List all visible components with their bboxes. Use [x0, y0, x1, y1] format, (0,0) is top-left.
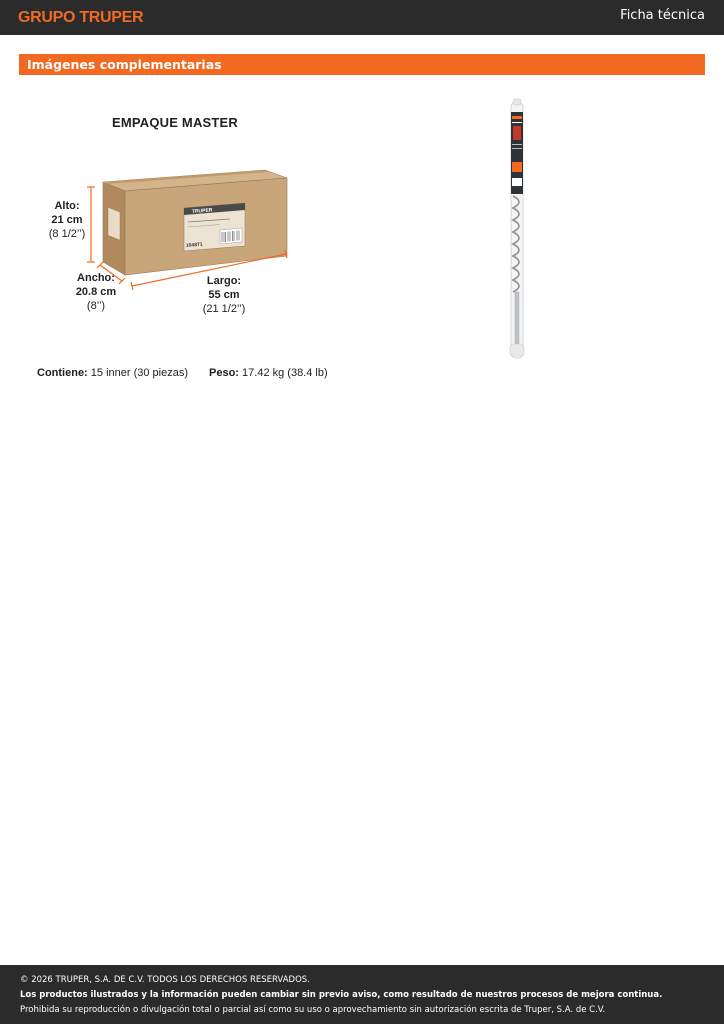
- auger-bit-shank: [515, 292, 519, 344]
- alto-imperial: (8 1/2’’): [48, 227, 86, 240]
- footer-copyright: © 2026 TRUPER, S.A. DE C.V. TODOS LOS DERECHOS RESERVADOS.: [20, 975, 310, 985]
- contents-label: Contiene:: [37, 367, 88, 379]
- box-front-label: [184, 203, 245, 251]
- footer: [0, 965, 724, 1024]
- weight-value: 17.42 kg (38.4 lb): [242, 367, 328, 379]
- product-image: [502, 98, 532, 363]
- largo-metric: 55 cm: [208, 288, 240, 301]
- tube-hang-tab: [513, 99, 521, 105]
- weight-label: Peso:: [209, 367, 239, 379]
- ancho-label: Ancho:: [77, 272, 115, 284]
- brand-logo: GRUPO TRUPER: [18, 9, 144, 26]
- contents-value: 15 inner (30 piezas): [90, 367, 189, 379]
- master-box-illustration: [80, 160, 300, 295]
- packaging-title: EMPAQUE MASTER: [111, 115, 239, 130]
- ancho-metric: 20.8 cm: [75, 285, 117, 298]
- tube-end-cap: [510, 344, 524, 356]
- footer-prohibition: Prohibida su reproducción o divulgación total o parcial así como su uso o aprovechamiento sin autorización escrita de Truper, S.A. de C.V.: [20, 1005, 606, 1015]
- largo-label: Largo:: [206, 275, 242, 287]
- header-bar: [0, 0, 724, 35]
- section-title: Imágenes complementarias: [27, 57, 222, 72]
- box-side-label: [108, 207, 120, 240]
- section-header: [19, 54, 705, 75]
- box-label-brand: TRUPER: [191, 207, 213, 215]
- alto-metric: 21 cm: [51, 213, 83, 226]
- height-dimension-line: [87, 187, 95, 262]
- alto-label: Alto:: [54, 200, 80, 212]
- box-label-code: 104871: [185, 241, 203, 249]
- ancho-imperial: (8’’): [86, 299, 106, 312]
- largo-imperial: (21 1/2’’): [202, 302, 246, 315]
- weight-info: [209, 367, 328, 379]
- footer-notice: Los productos ilustrados y la información pueden cambiar sin previo aviso, como resultado de nuestros procesos de mejora continua.: [20, 990, 663, 1000]
- document-title: Ficha técnica: [620, 8, 705, 23]
- contents-info: [37, 367, 188, 379]
